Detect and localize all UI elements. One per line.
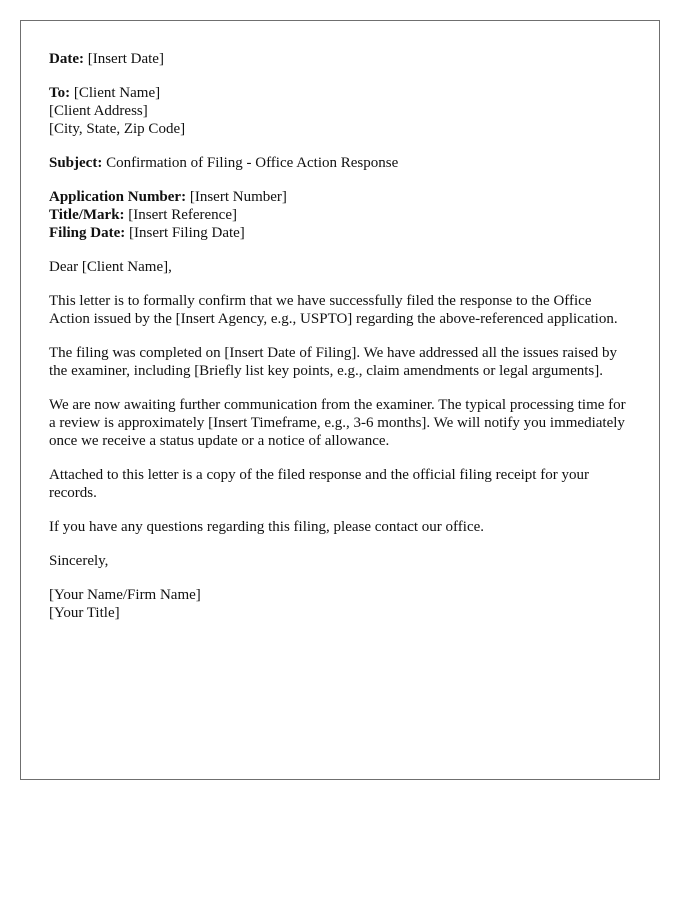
- signature-title: [Your Title]: [49, 605, 120, 621]
- to-label: To:: [49, 85, 71, 101]
- date-value: [Insert Date]: [87, 51, 164, 67]
- client-name: [Client Name]: [73, 85, 161, 101]
- application-details: [49, 188, 631, 242]
- body-paragraph-filing-details: The filing was completed on [Insert Date of Filing]. We have addressed all the issues raised by the examiner, including [Briefly list key points, e.g., claim amendments or legal arguments].: [49, 345, 617, 379]
- signature-name: [Your Name/Firm Name]: [49, 587, 201, 603]
- subject-value: Confirmation of Filing - Office Action Response: [106, 155, 399, 171]
- body-paragraph-confirmation: This letter is to formally confirm that we have successfully filed the response to the Office Action issued by the [Insert Agency, e.g., USPTO] regarding the above-referenced application.: [49, 293, 618, 327]
- title-mark-value: [Insert Reference]: [128, 207, 237, 223]
- recipient-block: [49, 84, 631, 138]
- filing-date-label: Filing Date:: [49, 225, 126, 241]
- date-label: Date:: [49, 51, 84, 67]
- client-address: [Client Address]: [49, 103, 148, 119]
- body-paragraph-next-steps: We are now awaiting further communication from the examiner. The typical processing time for a review is approximately [Insert Timeframe, e.g., 3-6 months]. We will notify you immediately once we receive a status update or a notice of allowance.: [49, 397, 626, 449]
- subject-line: [49, 154, 631, 172]
- client-city-state-zip: [City, State, Zip Code]: [49, 121, 186, 137]
- date-section: [49, 50, 631, 68]
- filing-date-value: [Insert Filing Date]: [129, 225, 245, 241]
- closing: Sincerely,: [49, 553, 109, 569]
- body-paragraph-attachments: Attached to this letter is a copy of the filed response and the official filing receipt for your records.: [49, 467, 589, 501]
- letter-page: [20, 20, 660, 780]
- application-number-label: Application Number:: [49, 189, 187, 205]
- signature-block: [49, 586, 631, 622]
- subject-label: Subject:: [49, 155, 103, 171]
- title-mark-label: Title/Mark:: [49, 207, 125, 223]
- salutation: Dear [Client Name],: [49, 259, 172, 275]
- body-paragraph-contact: If you have any questions regarding this filing, please contact our office.: [49, 519, 485, 535]
- application-number-value: [Insert Number]: [189, 189, 287, 205]
